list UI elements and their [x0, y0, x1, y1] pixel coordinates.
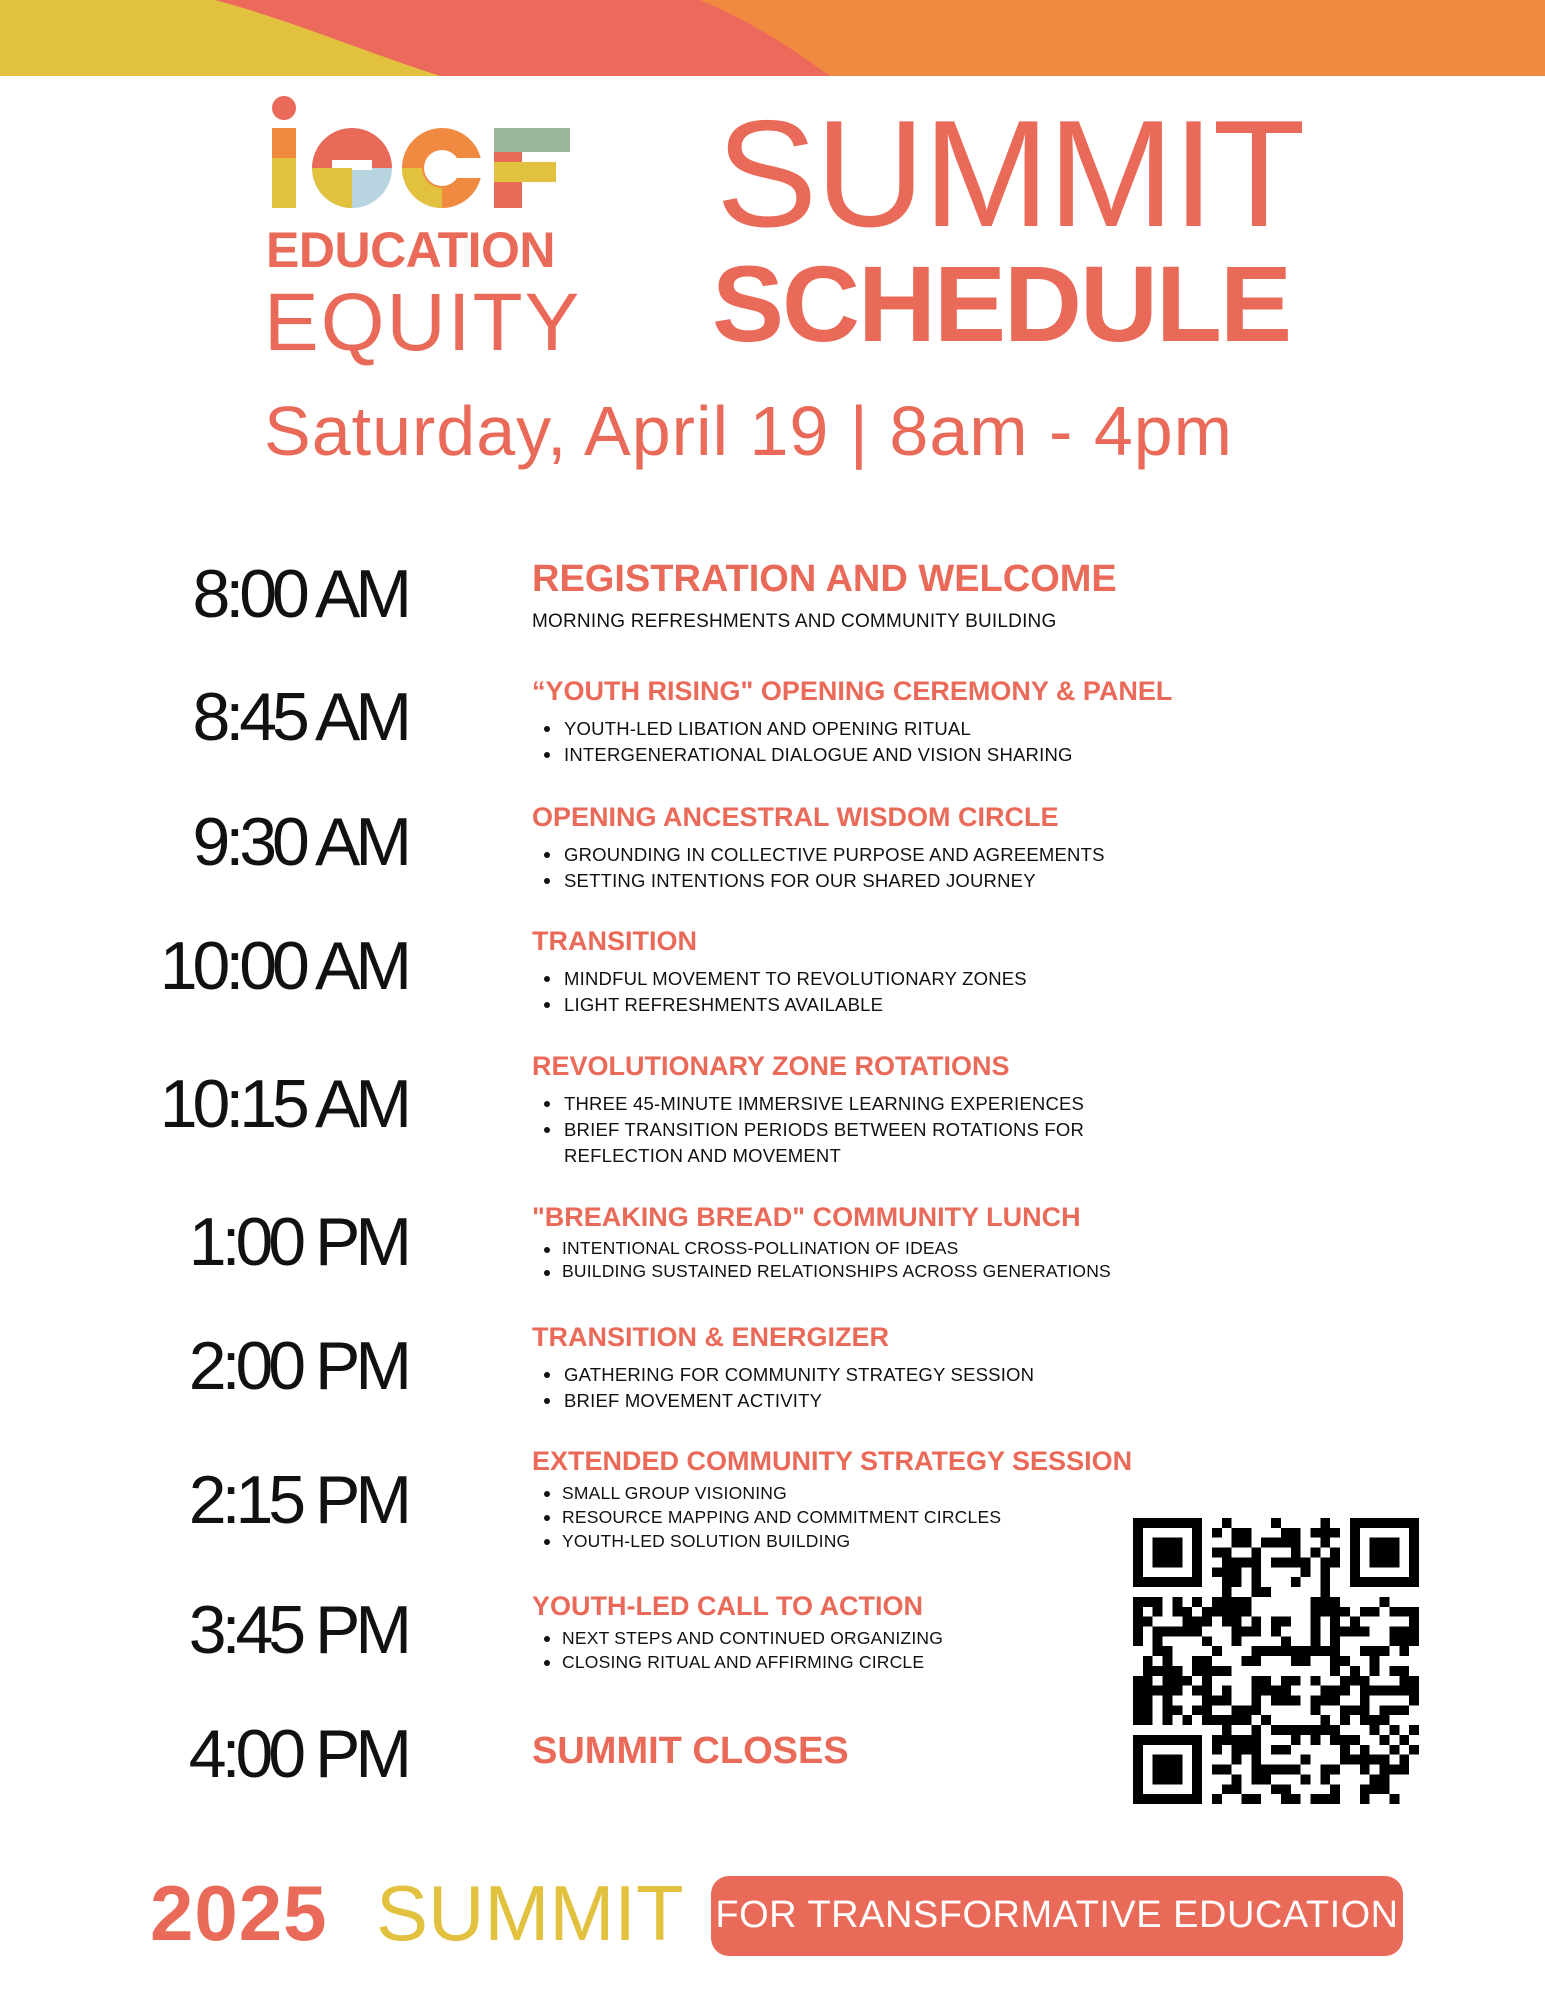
schedule-event: [532, 1052, 1232, 1169]
event-bullet: GATHERING FOR COMMUNITY STRATEGY SESSION: [532, 1362, 1232, 1388]
event-bullet: BRIEF MOVEMENT ACTIVITY: [532, 1388, 1232, 1414]
footer-summit: SUMMIT: [376, 1869, 684, 1957]
event-bullet: GROUNDING IN COLLECTIVE PURPOSE AND AGREEMENTS: [532, 842, 1232, 868]
event-title: YOUTH-LED CALL TO ACTION: [532, 1591, 923, 1621]
schedule-time: 9:30 AM: [192, 804, 407, 880]
event-bullet: INTENTIONAL CROSS-POLLINATION OF IDEAS: [532, 1237, 1232, 1260]
event-bullet: MINDFUL MOVEMENT TO REVOLUTIONARY ZONES: [532, 966, 1232, 992]
schedule-time: 4:00 PM: [188, 1716, 407, 1792]
schedule-event: [532, 1203, 1232, 1283]
top-color-band: [0, 0, 1545, 76]
iecf-wordmark: [262, 96, 582, 216]
event-bullet: INTERGENERATIONAL DIALOGUE AND VISION SHARING: [532, 742, 1232, 768]
event-bullet: YOUTH-LED LIBATION AND OPENING RITUAL: [532, 716, 1232, 742]
event-bullet: BRIEF TRANSITION PERIODS BETWEEN ROTATIONS FOR REFLECTION AND MOVEMENT: [532, 1117, 1092, 1169]
event-title: SUMMIT CLOSES: [532, 1730, 849, 1772]
event-bullet: THREE 45-MINUTE IMMERSIVE LEARNING EXPERIENCES: [532, 1091, 1092, 1117]
schedule-event: [532, 1731, 1232, 1773]
event-subtitle: MORNING REFRESHMENTS AND COMMUNITY BUILDING: [532, 610, 1057, 632]
schedule-time: 8:00 AM: [192, 556, 407, 632]
logo-education-text: EDUCATION: [266, 222, 556, 278]
event-title: “YOUTH RISING" OPENING CEREMONY & PANEL: [532, 676, 1173, 706]
page-title-schedule: SCHEDULE: [712, 243, 1291, 364]
logo-equity-text: EQUITY: [264, 277, 582, 368]
schedule-time: 8:45 AM: [192, 679, 407, 755]
schedule-event: [532, 927, 1232, 1018]
schedule-event: [532, 1447, 1232, 1553]
iecf-logo: [262, 96, 582, 368]
event-title: TRANSITION: [532, 926, 697, 956]
event-title: OPENING ANCESTRAL WISDOM CIRCLE: [532, 802, 1059, 832]
schedule-time: 1:00 PM: [188, 1204, 407, 1280]
schedule-time: 10:00 AM: [159, 928, 407, 1004]
page-title-summit: SUMMIT: [716, 89, 1304, 259]
event-title: REVOLUTIONARY ZONE ROTATIONS: [532, 1051, 1010, 1081]
event-title: "BREAKING BREAD" COMMUNITY LUNCH: [532, 1202, 1081, 1232]
schedule-event: [532, 1323, 1232, 1414]
event-bullet: BUILDING SUSTAINED RELATIONSHIPS ACROSS GENERATIONS: [532, 1260, 1232, 1283]
footer-tagline-pill: [711, 1876, 1403, 1956]
event-bullet: CLOSING RITUAL AND AFFIRMING CIRCLE: [532, 1650, 1232, 1674]
event-bullet: YOUTH-LED SOLUTION BUILDING: [532, 1529, 1232, 1553]
schedule-event: [532, 803, 1232, 894]
event-date: Saturday, April 19 | 8am - 4pm: [264, 392, 1233, 470]
footer-year: 2025: [150, 1869, 328, 1957]
schedule-event: [532, 1592, 1232, 1674]
event-bullet: RESOURCE MAPPING AND COMMITMENT CIRCLES: [532, 1505, 1232, 1529]
event-bullet: SETTING INTENTIONS FOR OUR SHARED JOURNEY: [532, 868, 1232, 894]
schedule-time: 10:15 AM: [159, 1066, 407, 1142]
event-title: TRANSITION & ENERGIZER: [532, 1322, 890, 1352]
event-title: REGISTRATION AND WELCOME: [532, 558, 1117, 600]
event-bullet: NEXT STEPS AND CONTINUED ORGANIZING: [532, 1626, 1232, 1650]
schedule-time: 3:45 PM: [188, 1592, 407, 1668]
schedule-time: 2:00 PM: [188, 1328, 407, 1404]
event-title: EXTENDED COMMUNITY STRATEGY SESSION: [532, 1446, 1133, 1476]
event-bullet: LIGHT REFRESHMENTS AVAILABLE: [532, 992, 1232, 1018]
schedule-event: [532, 559, 1232, 633]
event-bullet: SMALL GROUP VISIONING: [532, 1481, 1232, 1505]
schedule-time: 2:15 PM: [188, 1462, 407, 1538]
schedule-event: [532, 677, 1232, 768]
qr-code-icon[interactable]: [1133, 1518, 1419, 1804]
footer-tagline: FOR TRANSFORMATIVE EDUCATION: [715, 1894, 1399, 1936]
